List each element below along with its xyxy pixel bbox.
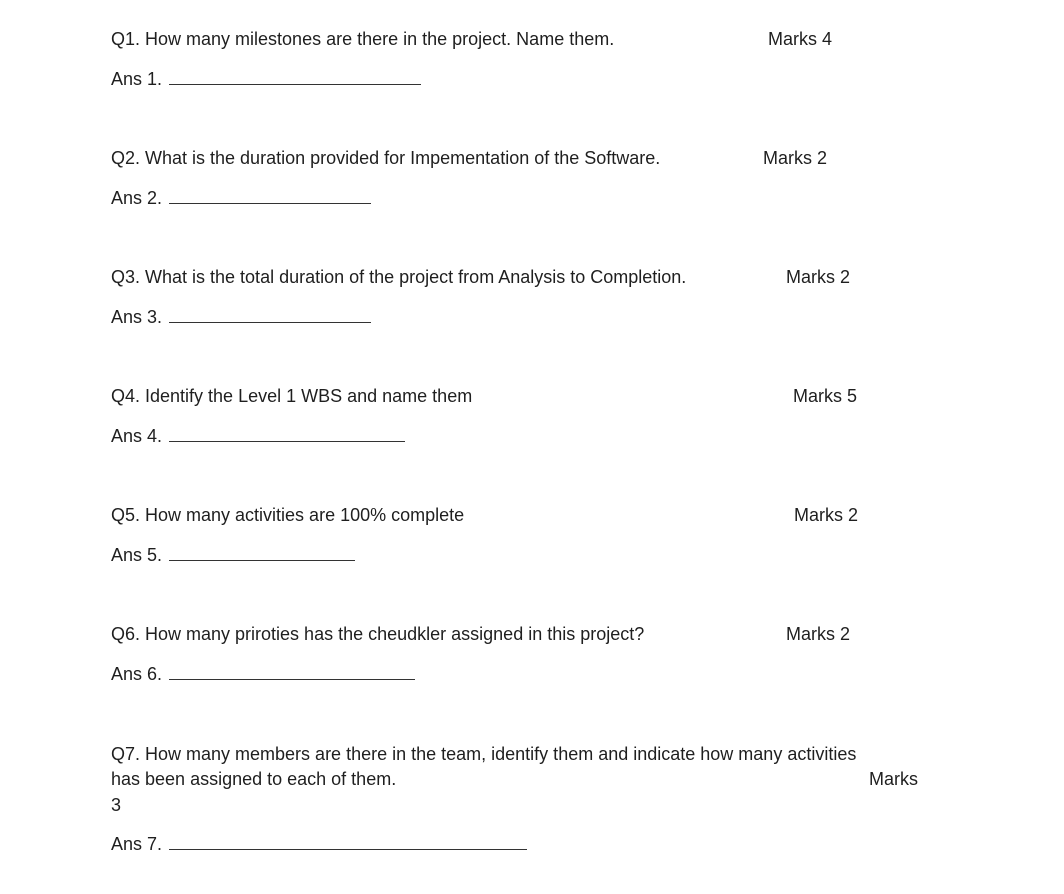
answer-blank-6[interactable]: [169, 665, 415, 680]
answer-label-2: Ans 2.: [111, 188, 163, 208]
answer-6: [111, 663, 415, 685]
marks-2: Marks 2: [763, 148, 828, 168]
answer-blank-5[interactable]: [169, 546, 355, 561]
answer-label-4: Ans 4.: [111, 426, 163, 446]
answer-label-3: Ans 3.: [111, 307, 163, 327]
answer-label-1: Ans 1.: [111, 69, 163, 89]
answer-1: [111, 68, 421, 90]
answer-blank-4[interactable]: [169, 427, 405, 442]
answer-label-6: Ans 6.: [111, 664, 163, 684]
answer-2: [111, 187, 371, 209]
answer-blank-7[interactable]: [169, 835, 527, 850]
marks-3: Marks 2: [786, 267, 851, 287]
question-7-line-2: has been assigned to each of them.: [111, 769, 397, 789]
marks-7-value: 3: [111, 795, 122, 815]
answer-3: [111, 306, 371, 328]
answer-label-5: Ans 5.: [111, 545, 163, 565]
answer-label-7: Ans 7.: [111, 834, 163, 854]
answer-blank-1[interactable]: [169, 70, 421, 85]
answer-7: [111, 833, 527, 855]
question-6: Q6. How many priroties has the cheudkler assigned in this project?: [111, 624, 645, 644]
question-2: Q2. What is the duration provided for Impementation of the Software.: [111, 148, 661, 168]
answer-5: [111, 544, 355, 566]
question-4: Q4. Identify the Level 1 WBS and name them: [111, 386, 473, 406]
question-3: Q3. What is the total duration of the project from Analysis to Completion.: [111, 267, 687, 287]
answer-4: [111, 425, 405, 447]
answer-blank-2[interactable]: [169, 189, 371, 204]
marks-4: Marks 5: [793, 386, 858, 406]
question-5: Q5. How many activities are 100% complete: [111, 505, 465, 525]
answer-blank-3[interactable]: [169, 308, 371, 323]
question-7-line-1: Q7. How many members are there in the team, identify them and indicate how many activities: [111, 744, 857, 764]
question-1: Q1. How many milestones are there in the project. Name them.: [111, 29, 615, 49]
marks-7: Marks: [869, 769, 918, 789]
marks-6: Marks 2: [786, 624, 851, 644]
marks-1: Marks 4: [768, 29, 833, 49]
marks-5: Marks 2: [794, 505, 859, 525]
